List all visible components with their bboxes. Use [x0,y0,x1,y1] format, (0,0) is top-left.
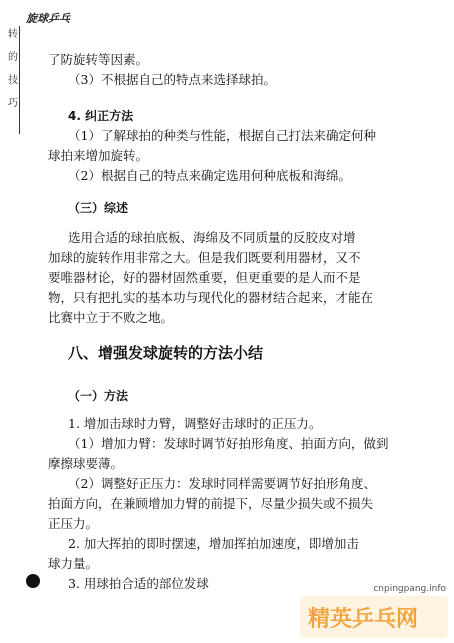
paragraph-line: 2. 加大挥拍的即时摆速，增加挥拍加速度，即增加击 [68,536,359,551]
side-nav [6,28,20,120]
side-nav-char: 的 [8,52,18,63]
section-heading: 4. 纠正方法 [68,109,134,123]
paragraph-line: 摩擦球要薄。 [48,456,124,471]
paragraph-line: 球力量。 [48,556,99,571]
paragraph-line: 拍面方向，在兼顾增加力臂的前提下，尽量少损失或不损失 [48,496,374,511]
paragraph-line: 球拍来增加旋转。 [48,148,149,163]
paragraph-line: 加球的旋转作用非常之大。但是我们既要利用器材，又不 [48,250,361,265]
paragraph-line: 物，只有把扎实的基本功与现代化的器材结合起来，才能在 [48,290,374,305]
paragraph-line: 比赛中立于不败之地。 [48,310,174,325]
paragraph-line: （1）了解球拍的种类与性能，根据自己打法来确定何种 [68,128,376,143]
side-nav-char: 转 [8,29,18,40]
watermark-url: cnpingpang.info [373,584,446,594]
page-number-badge [26,574,40,588]
paragraph-line: 要唯器材论，好的器材固然重要，但更重要的是人而不是 [48,270,361,285]
paragraph-line: 1. 增加击球时力臂，调整好击球时的正压力。 [68,416,322,431]
paragraph-line: （3）不根据自己的特点来选择球拍。 [68,72,276,87]
paragraph-line: 选用合适的球拍底板、海绵及不同质量的反胶皮对增 [68,230,356,245]
section-heading: （三）综述 [68,201,129,215]
paragraph-line: （1）增加力臂：发球时调节好拍形角度、拍面方向，做到 [68,436,389,451]
paragraph-line: （2）根据自己的特点来确定选用何种底板和海绵。 [68,168,351,183]
header-title: 旋球乒乓 [26,12,70,25]
paragraph-line: 了防旋转等因素。 [48,52,149,67]
chapter-heading: 八、增强发球旋转的方法小结 [68,344,264,362]
section-heading: （一）方法 [68,389,129,403]
paragraph-line: （2）调整好正压力：发球时同样需要调节好拍形角度、 [68,476,376,491]
page-content [48,50,417,594]
watermark-logo-text: 精英乒乓网 [308,607,419,632]
side-nav-char: 巧 [8,98,18,109]
side-nav-char: 技 [8,75,18,86]
watermark-logo [300,596,448,638]
paragraph-line: 3. 用球拍合适的部位发球 [68,576,209,591]
paragraph-line: 正压力。 [48,516,99,531]
